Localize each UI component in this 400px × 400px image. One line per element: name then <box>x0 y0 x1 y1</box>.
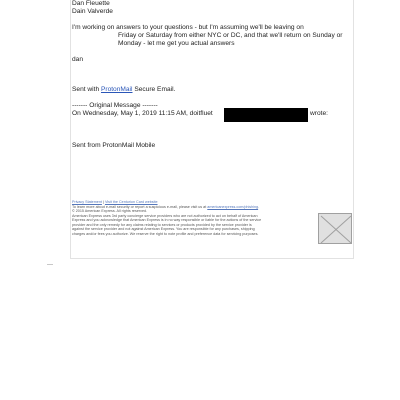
body-line-3: Monday - let me get you actual answers <box>118 40 235 47</box>
original-message-line: On Wednesday, May 1, 2019 11:15 AM, doitfluet <box>72 110 213 117</box>
footer-separator: | <box>101 200 105 204</box>
body-line-1: I'm working on answers to your questions - but I'm assuming we'll be leaving on <box>72 24 304 31</box>
centurion-card-link[interactable]: Visit the Centurion Card website <box>104 200 158 204</box>
original-message-wrote: wrote: <box>310 110 328 117</box>
learn-more-suffix: . <box>258 204 260 209</box>
divider-mark <box>47 264 53 265</box>
disclaimer-line-4: against the service provider and not against American Express. You are responsible for any purchases, shipping <box>72 227 255 232</box>
sent-with-suffix: Secure Email. <box>132 86 176 93</box>
phishing-link[interactable]: americanexpress.com/phishing <box>207 204 259 209</box>
recipient-1: Dan Fleuette <box>72 0 110 7</box>
body-line-2: Friday or Saturday from either NYC or DC, and that we'll return on Sunday or <box>118 32 343 39</box>
footer <box>72 200 316 236</box>
disclaimer-line-3: provider and the only remedy for any claims relating to services or products provided by the service provider is <box>72 222 252 227</box>
sent-with-prefix: Sent with <box>72 86 101 93</box>
learn-more-text: To learn more about e-mail security or report a suspicious e-mail, please visit us at <box>72 204 208 209</box>
disclaimer-line-5: charges and/or fees you authorize. We reserve the right to note profile and preference data for servicing purposes. <box>72 231 259 236</box>
signoff: dan <box>72 56 84 63</box>
privacy-statement-link[interactable]: Privacy Statement <box>72 200 102 204</box>
original-message-header: ------- Original Message ------- <box>72 102 158 109</box>
protonmail-link[interactable]: ProtonMail <box>100 86 133 93</box>
broken-image-icon <box>318 213 352 244</box>
sent-with-line <box>72 86 175 94</box>
copyright: © 2015 American Express. All rights reserved. <box>72 209 148 214</box>
redacted-block <box>224 108 308 122</box>
recipient-2: Dain Valverde <box>72 8 113 15</box>
disclaimer-line-1: American Express uses 3rd party concierge service providers who are not authorized to act on behalf of American <box>72 213 258 218</box>
disclaimer-line-2: Express and you acknowledge that American Express is in no way responsible or liable for the actions of the service <box>72 218 262 223</box>
mobile-signature: Sent from ProtonMail Mobile <box>72 142 156 149</box>
